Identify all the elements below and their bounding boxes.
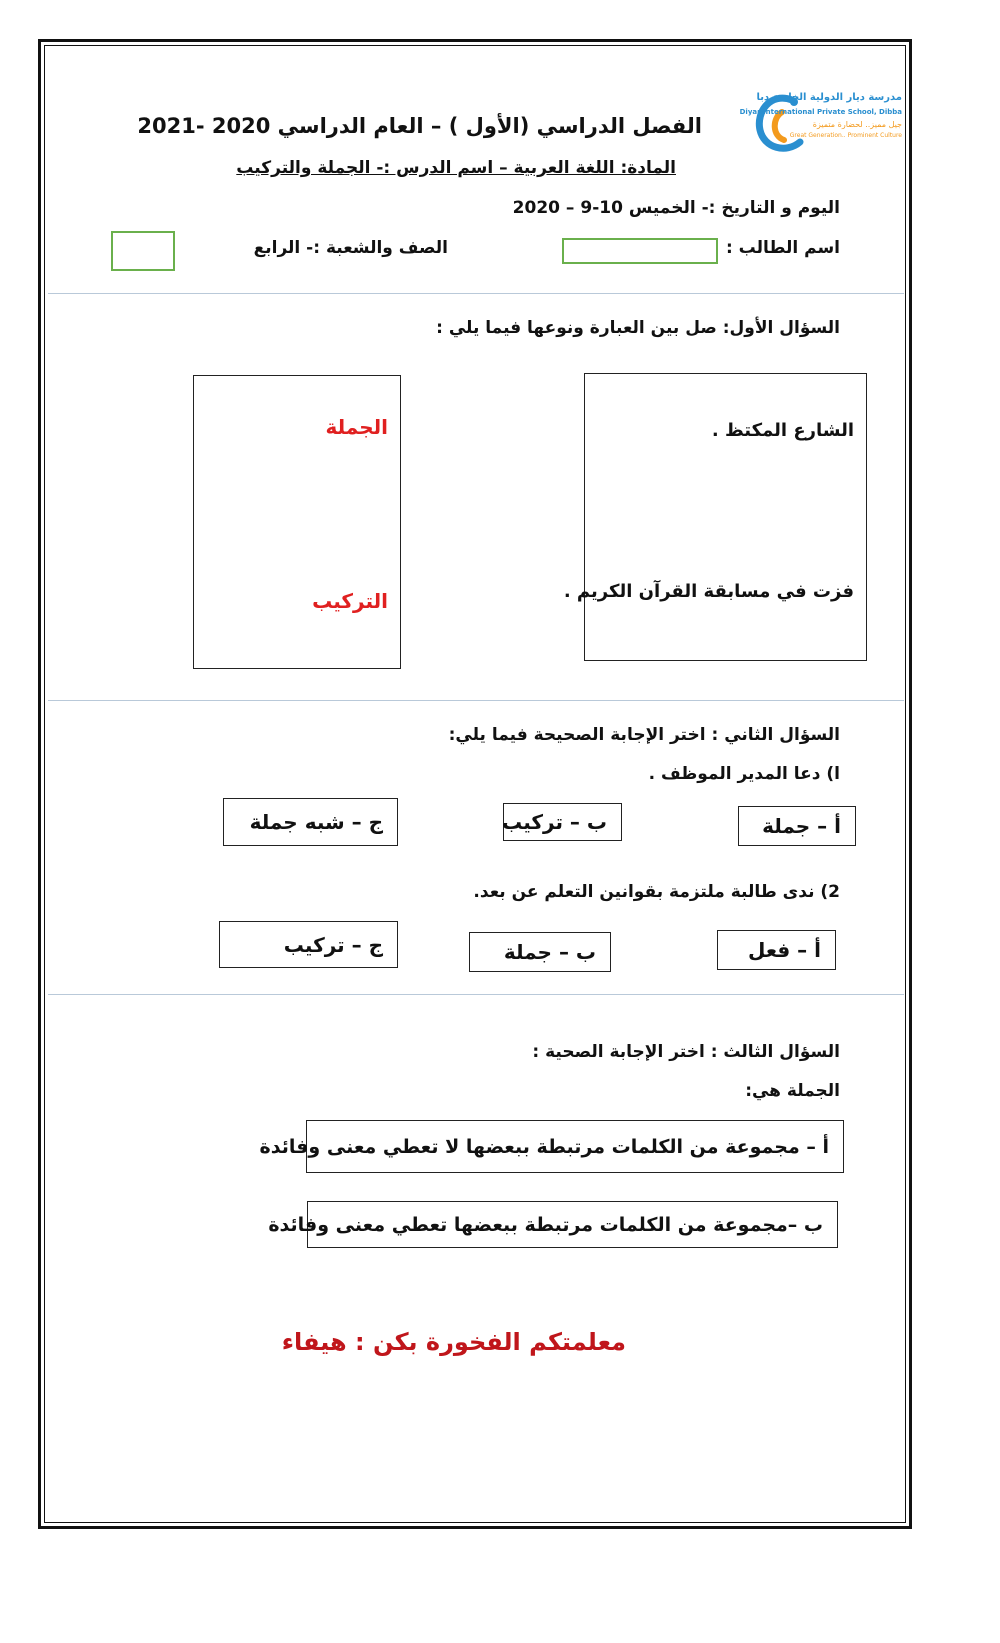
q1-phrase[interactable]: فزت في مسابقة القرآن الكريم . <box>563 581 854 602</box>
q1-type-sentence[interactable]: الجملة <box>325 415 388 439</box>
q2-option[interactable]: ب – جملة <box>469 932 611 972</box>
divider <box>48 700 904 701</box>
q2-option[interactable]: أ – جملة <box>738 806 856 846</box>
q2-option[interactable]: أ – فعل <box>717 930 836 970</box>
q3-option[interactable]: أ – مجموعة من الكلمات مرتبطة ببعضها لا تعطي معنى وفائدة <box>306 1120 844 1173</box>
teacher-signature: معلمتكم الفخورة بكن : هيفاء <box>281 1328 626 1356</box>
divider <box>48 293 904 294</box>
q1-type-phrase[interactable]: التركيب <box>312 589 388 613</box>
q3-stem: الجملة هي: <box>745 1081 840 1101</box>
school-name-ar: مدرسة ديار الدولية الخاصة دبا <box>756 92 902 103</box>
school-name-en: Diyar International Private School, Dibba <box>739 108 902 116</box>
date-line: اليوم و التاريخ :- الخميس 10-9 – 2020 <box>512 198 840 218</box>
q3-option[interactable]: ب –مجموعة من الكلمات مرتبطة ببعضها تعطي معنى وفائدة <box>307 1201 838 1248</box>
student-name-field[interactable] <box>562 238 718 264</box>
student-name-label: اسم الطالب : <box>725 238 840 258</box>
q1-phrases-box <box>584 373 867 661</box>
divider <box>48 994 904 995</box>
q2-item-text: ا) دعا المدير الموظف . <box>648 764 840 784</box>
school-slogan-ar: جيل مميز.. لحضارة متميزة <box>812 120 902 129</box>
q2-option[interactable]: ج – شبه جملة <box>223 798 398 846</box>
subject-line: المادة: اللغة العربية – اسم الدرس :- الجملة والتركيب <box>236 158 676 178</box>
q1-phrase[interactable]: الشارع المكتظ . <box>711 420 854 441</box>
q1-title: السؤال الأول: صل بين العبارة ونوعها فيما يلي : <box>436 318 840 338</box>
q2-title: السؤال الثاني : اختر الإجابة الصحيحة فيما يلي: <box>448 725 840 745</box>
school-slogan-en: Great Generation.. Prominent Culture <box>789 132 902 139</box>
q2-option[interactable]: ب – تركيب <box>503 803 622 841</box>
q2-item-text: 2) ندى طالبة ملتزمة بقوانين التعلم عن بعد. <box>473 882 840 902</box>
class-label: الصف والشعبة :- الرابع <box>253 238 448 258</box>
q2-option[interactable]: ج – تركيب <box>219 921 398 968</box>
school-logo <box>739 88 902 158</box>
q3-title: السؤال الثالث : اختر الإجابة الصحية : <box>532 1042 840 1062</box>
class-field[interactable] <box>111 231 175 271</box>
semester-heading: الفصل الدراسي (الأول ) – العام الدراسي 2020 -2021 <box>137 114 702 138</box>
